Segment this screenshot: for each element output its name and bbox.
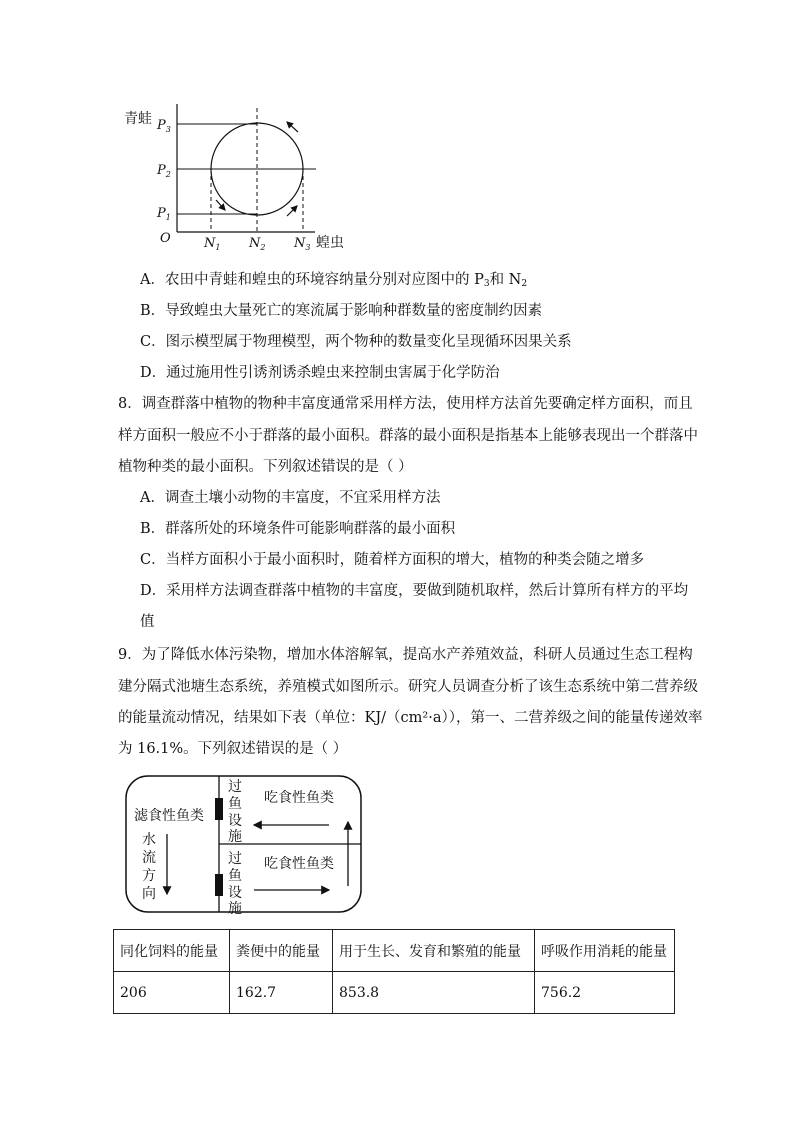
q9-stem-line-2: 建分隔式池塘生态系统，养殖模式如图所示。研究人员调查分析了该生态系统中第二营养级 — [118, 679, 698, 695]
x-axis-label: 蝗虫 — [316, 235, 344, 251]
header-growth: 用于生长、发育和繁殖的能量 — [333, 930, 535, 972]
q8-option-c: C．当样方面积小于最小面积时，随着样方面积的增大，植物的种类会随之增多 — [140, 552, 645, 568]
gate-top-char-2: 鱼 — [228, 796, 242, 812]
table-row — [114, 972, 675, 1014]
tick-p2: $P_2$ — [157, 163, 171, 179]
tick-n3: $N_3$ — [294, 236, 311, 252]
tick-n2: $N_2$ — [249, 236, 266, 252]
gate-bottom-char-2: 鱼 — [228, 868, 242, 884]
header-feces: 粪便中的能量 — [230, 930, 333, 972]
header-respiration: 呼吸作用消耗的能量 — [535, 930, 675, 972]
origin-label: O — [160, 231, 171, 246]
q8-option-d-cont: 值 — [140, 614, 155, 630]
arrow-top-right — [287, 122, 298, 132]
gate-top-char-4: 施 — [228, 829, 242, 845]
gate-top-char-1: 过 — [228, 779, 242, 795]
flow-char-2: 流 — [142, 850, 156, 866]
predator-prey-graph — [124, 100, 344, 255]
cell-assimilated-feed: 206 — [114, 972, 230, 1014]
tick-n1: $N_1$ — [204, 236, 221, 252]
energy-table — [113, 929, 675, 1014]
gate-bottom-char-3: 设 — [228, 885, 242, 901]
q9-stem-line-4: 为 16.1%。下列叙述错误的是（ ） — [118, 741, 348, 757]
feeding-fish-label-top: 吃食性鱼类 — [264, 790, 334, 806]
cell-feces: 162.7 — [230, 972, 333, 1014]
gate-bottom-char-4: 施 — [228, 901, 242, 917]
flow-char-1: 水 — [142, 832, 156, 848]
q9-stem-line-1: 9．为了降低水体污染物，增加水体溶解氧，提高水产养殖效益，科研人员通过生态工程构 — [118, 647, 693, 663]
tick-p1: $P_1$ — [157, 206, 171, 222]
q8-stem-line-3: 植物种类的最小面积。下列叙述错误的是（ ） — [118, 459, 413, 475]
y-axis-label: 青蛙 — [124, 111, 152, 127]
q8-stem-line-1: 8．调查群落中植物的物种丰富度通常采用样方法，使用样方法首先要确定样方面积，而且 — [118, 396, 693, 412]
cell-respiration: 756.2 — [535, 972, 675, 1014]
q7-option-c: C．图示模型属于物理模型，两个物种的数量变化呈现循环因果关系 — [140, 334, 572, 350]
q8-option-b: B．群落所处的环境条件可能影响群落的最小面积 — [140, 521, 456, 537]
arrow-bottom-right — [287, 206, 297, 216]
header-assimilated-feed: 同化饲料的能量 — [114, 930, 230, 972]
gate-bottom-char-1: 过 — [228, 851, 242, 867]
feeding-fish-label-bottom: 吃食性鱼类 — [264, 856, 334, 872]
fish-gate-bottom — [215, 874, 223, 896]
q7-option-d: D．通过施用性引诱剂诱杀蝗虫来控制虫害属于化学防治 — [140, 365, 500, 381]
tick-p3: $P_3$ — [157, 118, 171, 134]
q7-option-b: B．导致蝗虫大量死亡的寒流属于影响种群数量的密度制约因素 — [140, 303, 543, 319]
gate-top-char-3: 设 — [228, 813, 242, 829]
q9-stem-line-3: 的能量流动情况，结果如下表（单位：KJ/（cm²·a）），第一、二营养级之间的能量传递效率 — [118, 710, 703, 726]
table-header-row — [114, 930, 675, 972]
cell-growth: 853.8 — [333, 972, 535, 1014]
filter-fish-label: 滤食性鱼类 — [134, 808, 204, 824]
pond-diagram — [124, 774, 364, 916]
q8-option-a: A．调查土壤小动物的丰富度，不宜采用样方法 — [140, 490, 441, 506]
q8-stem-line-2: 样方面积一般应不小于群落的最小面积。群落的最小面积是指基本上能够表现出一个群落中 — [118, 428, 698, 444]
q8-option-d: D．采用样方法调查群落中植物的丰富度，要做到随机取样，然后计算所有样方的平均 — [140, 583, 689, 599]
fish-gate-top — [215, 798, 223, 820]
q7-option-a: A．农田中青蛙和蝗虫的环境容纳量分别对应图中的 $P_3$和 $N_2$ — [140, 272, 528, 289]
flow-char-3: 方 — [142, 868, 156, 884]
flow-char-4: 向 — [142, 886, 156, 902]
